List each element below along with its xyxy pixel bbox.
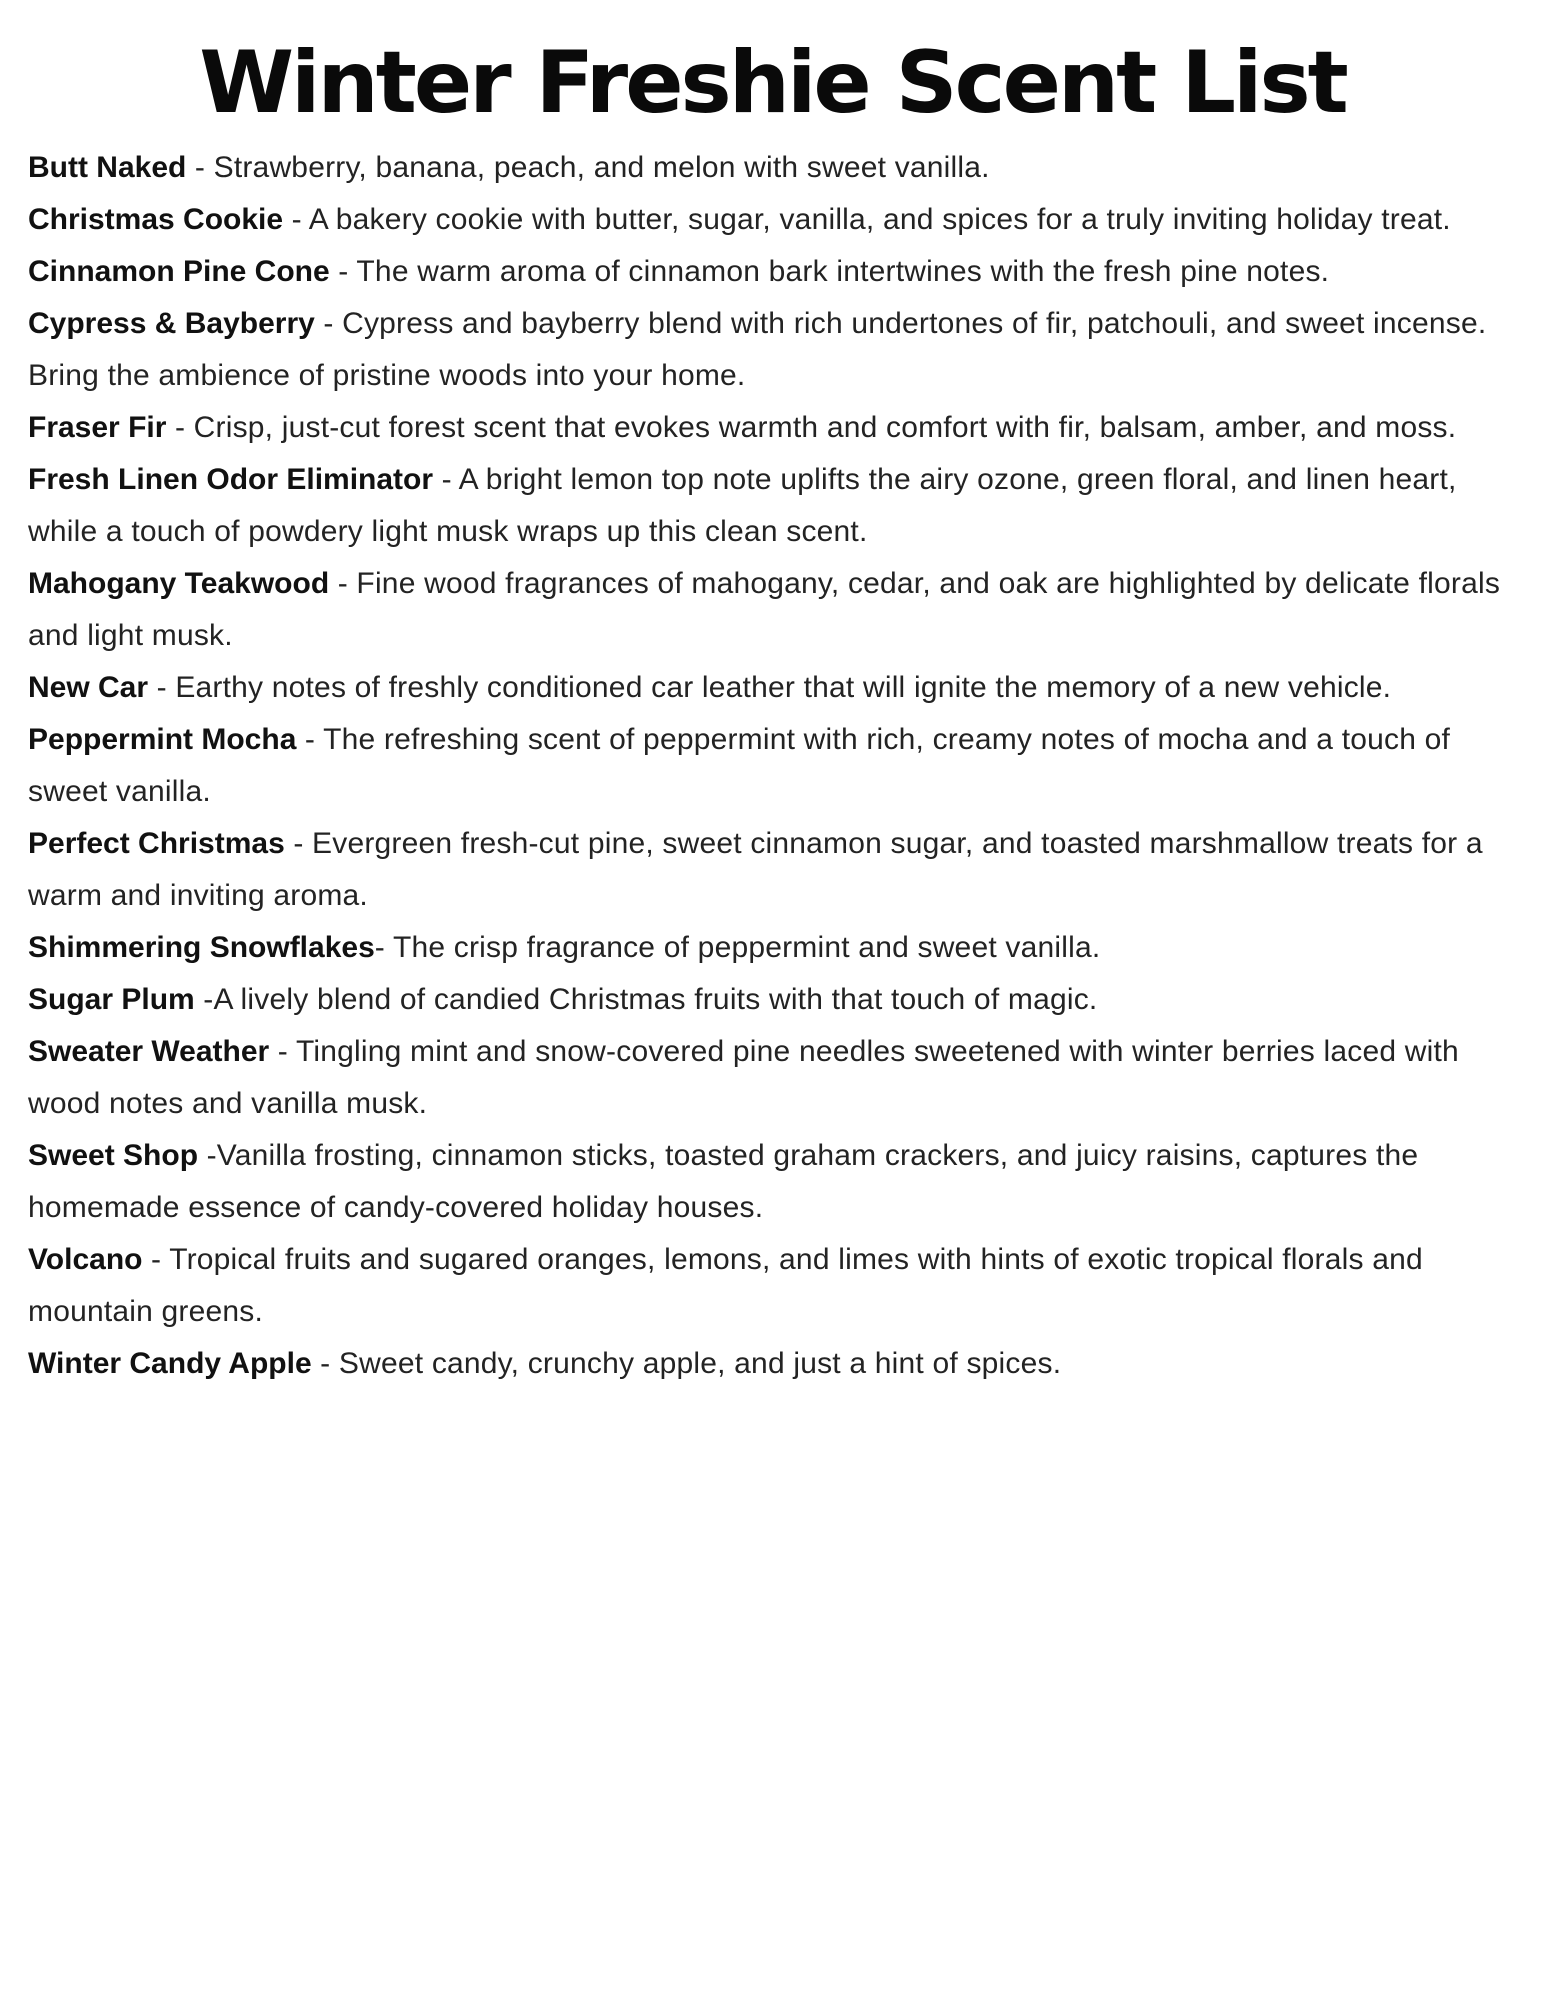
scent-name: Sugar Plum bbox=[28, 983, 195, 1017]
scent-description: Strawberry, banana, peach, and melon with sweet vanilla. bbox=[213, 151, 990, 185]
scent-description: The refreshing scent of peppermint with rich, creamy notes of mocha and a touch of sweet vanilla. bbox=[28, 723, 1451, 809]
scent-name: Fraser Fir bbox=[28, 411, 167, 445]
scent-name: Volcano bbox=[28, 1243, 143, 1277]
scent-entry bbox=[28, 1026, 1517, 1130]
scent-name: Peppermint Mocha bbox=[28, 723, 297, 757]
name-description-separator: - bbox=[311, 1347, 339, 1381]
scent-description: Cypress and bayberry blend with rich undertones of fir, patchouli, and sweet incense. Bring the ambience of pristine woods into your home. bbox=[28, 307, 1487, 393]
name-description-separator: - bbox=[194, 983, 214, 1017]
scent-name: New Car bbox=[28, 671, 149, 705]
scent-entry bbox=[28, 662, 1517, 714]
scent-name: Sweet Shop bbox=[28, 1139, 199, 1173]
name-description-separator: - bbox=[148, 671, 176, 705]
scent-description: A bakery cookie with butter, sugar, vanilla, and spices for a truly inviting holiday treat. bbox=[308, 203, 1451, 237]
name-description-separator: - bbox=[269, 1035, 296, 1069]
scent-name: Mahogany Teakwood bbox=[28, 567, 330, 601]
scent-description: The warm aroma of cinnamon bark intertwines with the fresh pine notes. bbox=[356, 255, 1330, 289]
name-description-separator: - bbox=[166, 411, 194, 445]
name-description-separator: - bbox=[329, 255, 357, 289]
scent-entry bbox=[28, 246, 1517, 298]
scent-entry bbox=[28, 558, 1517, 662]
scent-name: Shimmering Snowflakes bbox=[28, 931, 375, 965]
scent-entry bbox=[28, 1338, 1517, 1390]
name-description-separator: - bbox=[198, 1139, 217, 1173]
name-description-separator: - bbox=[142, 1243, 170, 1277]
name-description-separator: - bbox=[314, 307, 343, 341]
scent-description: Earthy notes of freshly conditioned car leather that will ignite the memory of a new vehicle. bbox=[175, 671, 1392, 705]
scent-entry bbox=[28, 922, 1517, 974]
name-description-separator: - bbox=[296, 723, 324, 757]
scent-entry bbox=[28, 818, 1517, 922]
scent-description: Sweet candy, crunchy apple, and just a hint of spices. bbox=[338, 1347, 1062, 1381]
name-description-separator: - bbox=[284, 827, 313, 861]
scent-name: Butt Naked bbox=[28, 151, 187, 185]
scent-list bbox=[28, 142, 1517, 1390]
scent-description: Tingling mint and snow-covered pine needles sweetened with winter berries laced with wood notes and vanilla musk. bbox=[28, 1035, 1459, 1121]
scent-description: The crisp fragrance of peppermint and sweet vanilla. bbox=[392, 931, 1101, 965]
scent-name: Perfect Christmas bbox=[28, 827, 285, 861]
scent-entry bbox=[28, 194, 1517, 246]
scent-entry bbox=[28, 402, 1517, 454]
name-description-separator: - bbox=[186, 151, 214, 185]
scent-entry bbox=[28, 974, 1517, 1026]
scent-name: Sweater Weather bbox=[28, 1035, 270, 1069]
scent-entry bbox=[28, 454, 1517, 558]
scent-entry bbox=[28, 1234, 1517, 1338]
scent-description: A bright lemon top note uplifts the airy ozone, green floral, and linen heart, while a touch of powdery light musk wraps up this clean scent. bbox=[28, 463, 1457, 549]
scent-entry bbox=[28, 714, 1517, 818]
scent-name: Christmas Cookie bbox=[28, 203, 284, 237]
scent-entry bbox=[28, 1130, 1517, 1234]
scent-description: Fine wood fragrances of mahogany, cedar, and oak are highlighted by delicate florals and light musk. bbox=[28, 567, 1501, 653]
name-description-separator: - bbox=[433, 463, 459, 497]
scent-entry bbox=[28, 142, 1517, 194]
page-title: Winter Freshie Scent List bbox=[199, 33, 1346, 133]
scent-name: Cypress & Bayberry bbox=[28, 307, 315, 341]
scent-description: A lively blend of candied Christmas fruits with that touch of magic. bbox=[213, 983, 1098, 1017]
scent-description: Tropical fruits and sugared oranges, lemons, and limes with hints of exotic tropical florals and mountain greens. bbox=[28, 1243, 1423, 1329]
scent-description: Crisp, just-cut forest scent that evokes warmth and comfort with fir, balsam, amber, and moss. bbox=[193, 411, 1457, 445]
scent-description: Evergreen fresh-cut pine, sweet cinnamon sugar, and toasted marshmallow treats for a warm and inviting aroma. bbox=[28, 827, 1483, 913]
name-description-separator: - bbox=[374, 931, 393, 965]
scent-name: Fresh Linen Odor Eliminator bbox=[28, 463, 434, 497]
scent-description: Vanilla frosting, cinnamon sticks, toasted graham crackers, and juicy raisins, captures the homemade essence of candy-covered holiday houses. bbox=[28, 1139, 1419, 1225]
scent-entry bbox=[28, 298, 1517, 402]
name-description-separator: - bbox=[329, 567, 357, 601]
scent-name: Cinnamon Pine Cone bbox=[28, 255, 330, 289]
scent-name: Winter Candy Apple bbox=[28, 1347, 312, 1381]
name-description-separator: - bbox=[283, 203, 309, 237]
